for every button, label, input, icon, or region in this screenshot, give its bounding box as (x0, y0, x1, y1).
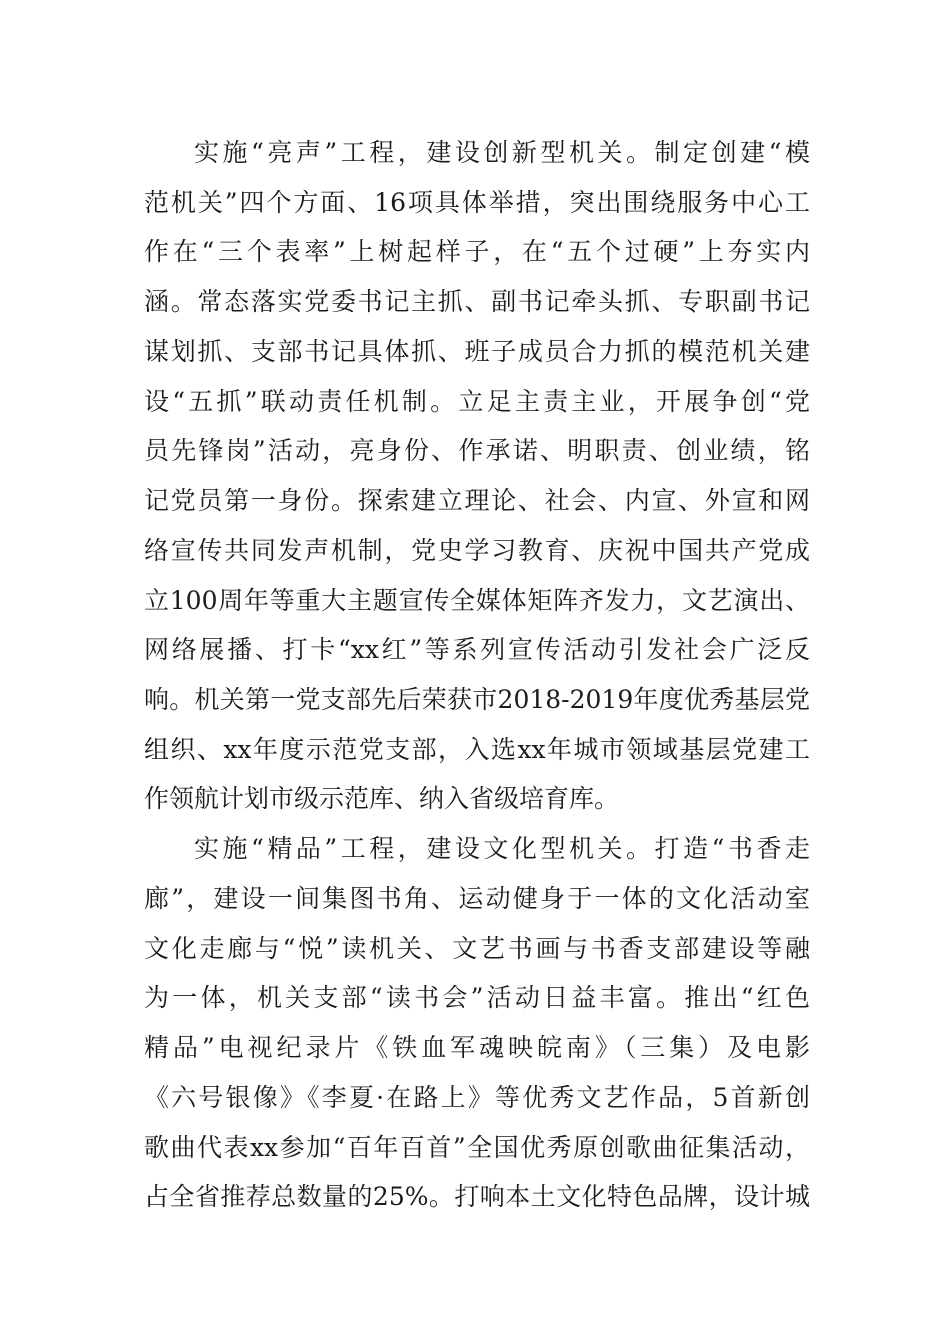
paragraph-1-line-5: 谋划抓、支部书记具体抓、班子成员合力抓的模范机关建 (144, 337, 810, 366)
paragraph-2-line-5: 精品”电视纪录片《铁血军魂映皖南》（三集）及电影 (144, 1033, 810, 1062)
paragraph-1-line-3: 作在“三个表率”上树起样子，在“五个过硬”上夯实内 (144, 237, 810, 266)
paragraph-1-line-6: 设“五抓”联动责任机制。立足主责主业，开展争创“党 (144, 387, 810, 416)
paragraph-2-line-8: 占全省推荐总数量的25%。打响本土文化特色品牌，设计城 (144, 1182, 810, 1211)
paragraph-1-line-11: 网络展播、打卡“xx红”等系列宣传活动引发社会广泛反 (144, 635, 810, 664)
paragraph-1-line-7: 员先锋岗”活动，亮身份、作承诺、明职责、创业绩，铭 (144, 436, 810, 465)
paragraph-1-line-1: 实施“亮声”工程，建设创新型机关。制定创建“模 (194, 138, 810, 167)
paragraph-1-line-8: 记党员第一身份。探索建立理论、社会、内宣、外宣和网 (144, 486, 810, 515)
paragraph-1-line-10: 立100周年等重大主题宣传全媒体矩阵齐发力，文艺演出、 (144, 586, 810, 615)
paragraph-1-line-14: 作领航计划市级示范库、纳入省级培育库。 (144, 784, 620, 813)
paragraph-2-line-2: 廊”，建设一间集图书角、运动健身于一体的文化活动室 (144, 884, 810, 913)
paragraph-2-line-1: 实施“精品”工程，建设文化型机关。打造“书香走 (194, 834, 810, 863)
paragraph-1-line-2: 范机关”四个方面、16项具体举措，突出围绕服务中心工 (144, 188, 810, 217)
paragraph-2-line-7: 歌曲代表xx参加“百年百首”全国优秀原创歌曲征集活动， (144, 1133, 810, 1162)
paragraph-1-line-12: 响。机关第一党支部先后荣获市2018-2019年度优秀基层党 (144, 685, 810, 714)
paragraph-1-line-4: 涵。常态落实党委书记主抓、副书记牵头抓、专职副书记 (144, 287, 810, 316)
paragraph-1-line-9: 络宣传共同发声机制，党史学习教育、庆祝中国共产党成 (144, 536, 810, 565)
paragraph-2-line-4: 为一体，机关支部“读书会”活动日益丰富。推出“红色 (144, 983, 810, 1012)
paragraph-1-line-13: 组织、xx年度示范党支部，入选xx年城市领域基层党建工 (144, 735, 810, 764)
paragraph-2-line-6: 《六号银像》《李夏·在路上》等优秀文艺作品，5首新创 (144, 1083, 810, 1112)
paragraph-2-line-3: 文化走廊与“悦”读机关、文艺书画与书香支部建设等融 (144, 934, 810, 963)
